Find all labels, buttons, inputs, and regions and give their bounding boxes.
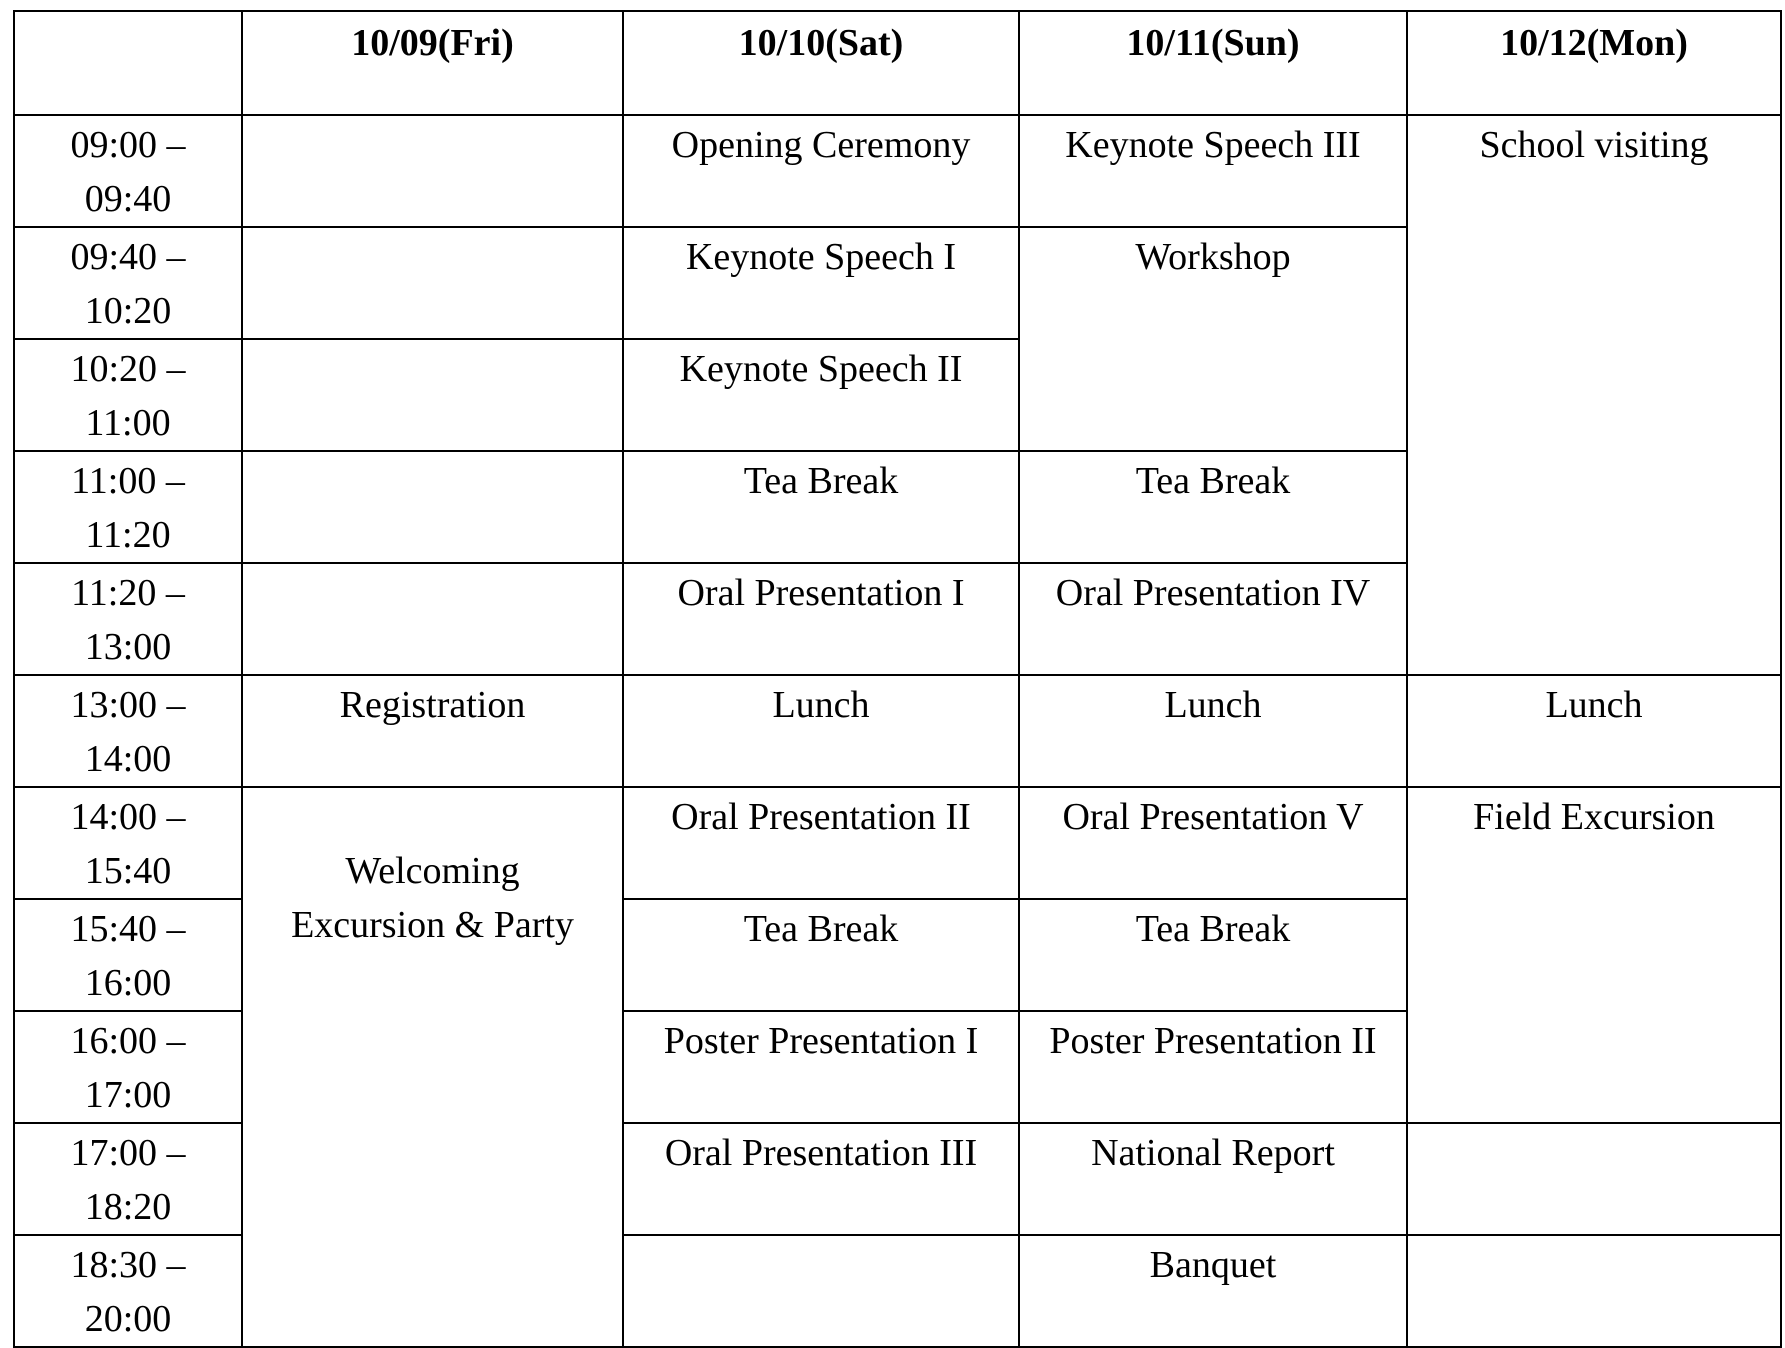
time-cell — [14, 451, 242, 563]
time-end: 16:00 — [84, 962, 172, 1004]
session-cell: School visiting — [1407, 115, 1781, 675]
time-end: 11:20 — [85, 514, 171, 556]
session-cell: Lunch — [1019, 675, 1407, 787]
empty-cell — [242, 563, 623, 675]
header-blank-cell — [14, 11, 242, 115]
session-cell: Field Excursion — [1407, 787, 1781, 1123]
table-row — [14, 115, 1781, 227]
time-start: 14:00 – — [70, 796, 186, 838]
session-cell: Tea Break — [623, 899, 1019, 1011]
time-start: 16:00 – — [70, 1020, 186, 1062]
session-cell: National Report — [1019, 1123, 1407, 1235]
empty-cell — [1407, 1123, 1781, 1235]
time-start: 11:00 – — [71, 460, 185, 502]
session-cell: Keynote Speech II — [623, 339, 1019, 451]
session-cell: Keynote Speech III — [1019, 115, 1407, 227]
schedule-table — [13, 10, 1782, 1348]
time-start: 10:20 – — [70, 348, 186, 390]
empty-cell — [1407, 1235, 1781, 1347]
time-start: 09:00 – — [70, 124, 186, 166]
time-end: 18:20 — [84, 1186, 172, 1228]
time-start: 17:00 – — [70, 1132, 186, 1174]
empty-cell — [242, 451, 623, 563]
time-cell — [14, 1123, 242, 1235]
empty-cell — [242, 339, 623, 451]
time-start: 18:30 – — [70, 1244, 186, 1286]
time-end: 09:40 — [84, 178, 172, 220]
time-start: 15:40 – — [70, 908, 186, 950]
time-cell — [14, 339, 242, 451]
time-start: 11:20 – — [71, 572, 185, 614]
session-cell: Workshop — [1019, 227, 1407, 451]
session-cell: Oral Presentation I — [623, 563, 1019, 675]
session-cell: Banquet — [1019, 1235, 1407, 1347]
time-cell — [14, 227, 242, 339]
session-cell: Tea Break — [623, 451, 1019, 563]
session-cell: Lunch — [1407, 675, 1781, 787]
time-cell — [14, 1235, 242, 1347]
session-cell: Opening Ceremony — [623, 115, 1019, 227]
time-end: 13:00 — [84, 626, 172, 668]
welcoming-line-2: Excursion & Party — [291, 904, 574, 946]
header-day-mon: 10/12(Mon) — [1407, 11, 1781, 115]
empty-cell — [242, 227, 623, 339]
table-row — [14, 787, 1781, 899]
time-cell — [14, 899, 242, 1011]
session-cell — [242, 787, 623, 1347]
time-start: 13:00 – — [70, 684, 186, 726]
table-row — [14, 675, 1781, 787]
time-cell — [14, 1011, 242, 1123]
empty-cell — [623, 1235, 1019, 1347]
session-cell: Oral Presentation II — [623, 787, 1019, 899]
session-cell: Tea Break — [1019, 451, 1407, 563]
header-row — [14, 11, 1781, 115]
time-cell — [14, 787, 242, 899]
session-cell: Lunch — [623, 675, 1019, 787]
header-day-sat: 10/10(Sat) — [623, 11, 1019, 115]
time-end: 20:00 — [84, 1298, 172, 1340]
time-start: 09:40 – — [70, 236, 186, 278]
session-cell: Registration — [242, 675, 623, 787]
time-end: 14:00 — [84, 738, 172, 780]
time-end: 17:00 — [84, 1074, 172, 1116]
header-day-fri: 10/09(Fri) — [242, 11, 623, 115]
session-cell: Oral Presentation V — [1019, 787, 1407, 899]
welcoming-line-1: Welcoming — [345, 850, 520, 892]
time-cell — [14, 675, 242, 787]
time-end: 15:40 — [84, 850, 172, 892]
session-cell: Oral Presentation IV — [1019, 563, 1407, 675]
session-cell: Tea Break — [1019, 899, 1407, 1011]
time-cell — [14, 115, 242, 227]
time-cell — [14, 563, 242, 675]
session-cell: Oral Presentation III — [623, 1123, 1019, 1235]
header-day-sun: 10/11(Sun) — [1019, 11, 1407, 115]
time-end: 10:20 — [84, 290, 172, 332]
session-cell: Poster Presentation I — [623, 1011, 1019, 1123]
time-end: 11:00 — [85, 402, 171, 444]
empty-cell — [242, 115, 623, 227]
session-cell: Poster Presentation II — [1019, 1011, 1407, 1123]
session-cell: Keynote Speech I — [623, 227, 1019, 339]
